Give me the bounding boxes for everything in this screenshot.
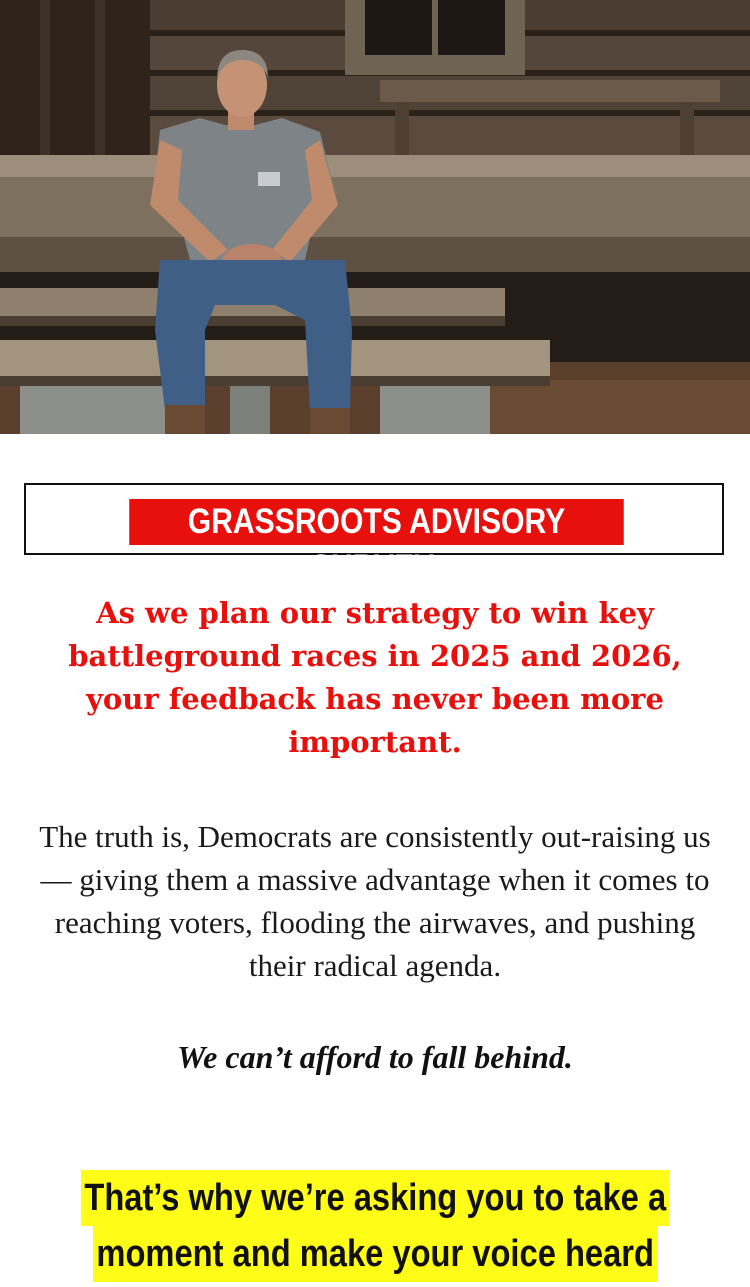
body-paragraph: The truth is, Democrats are consistently out-raising us — giving them a massive advantage when it comes to reaching voters, flooding the airwaves, and pushing their radical agenda. xyxy=(39,819,711,983)
survey-banner xyxy=(24,483,724,587)
call-to-action xyxy=(20,1170,730,1282)
lead-paragraph: As we plan our strategy to win key battleground races in 2025 and 2026, your feedback has never been more important. xyxy=(68,596,682,759)
hero-photo xyxy=(0,0,750,434)
hero-photo-illustration xyxy=(0,0,750,434)
emphasis-line: We can’t afford to fall behind. xyxy=(177,1039,573,1075)
call-to-action-line-1: That’s why we’re asking you to take a xyxy=(81,1170,670,1226)
survey-banner-text: GRASSROOTS ADVISORY SURVEY: xyxy=(187,502,566,587)
call-to-action-line-2: moment and make your voice heard xyxy=(93,1226,657,1282)
survey-banner-label xyxy=(129,499,624,587)
